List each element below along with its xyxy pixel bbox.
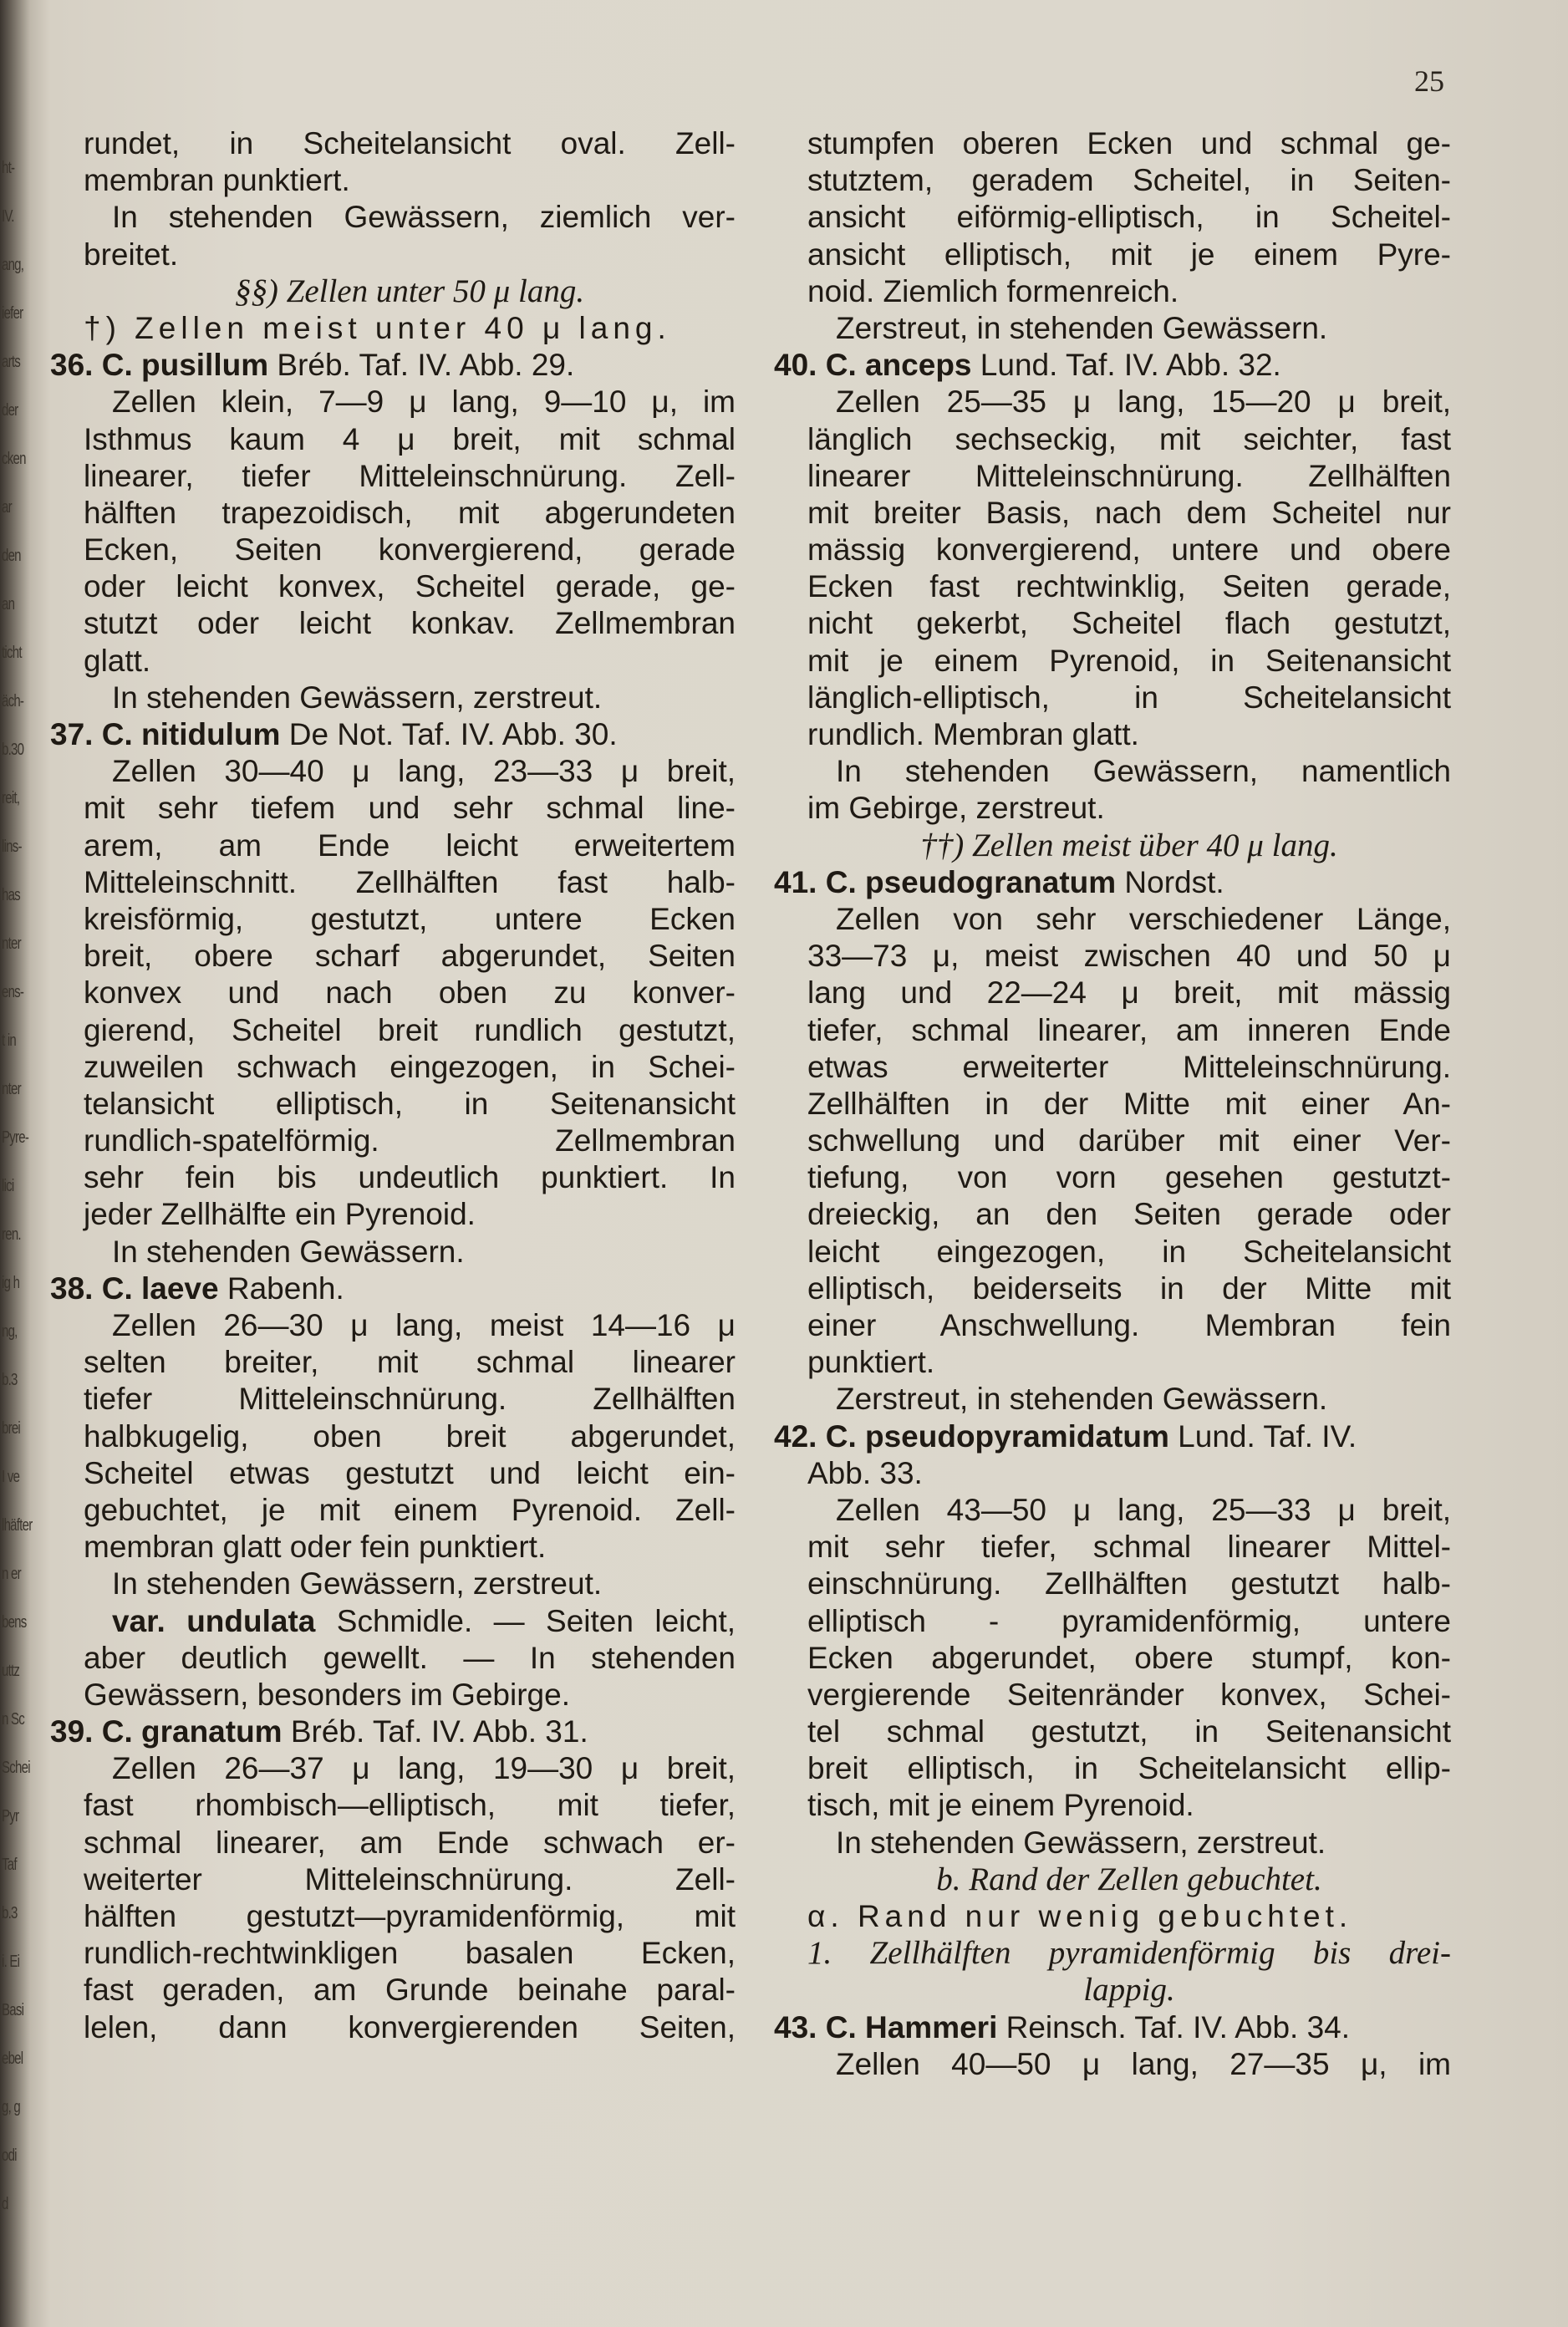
text-line: breit elliptisch, in Scheitelansicht ellip- [807, 1751, 1451, 1786]
text-line: stutztem, geradem Scheitel, in Seiten- [807, 163, 1451, 198]
right-column [774, 125, 1451, 2083]
margin-fragment: Schei [2, 1759, 30, 1777]
variety-line [84, 1603, 736, 1640]
margin-fragment: reit, [2, 789, 20, 807]
margin-fragment: n Sc [2, 1710, 25, 1729]
margin-fragment: d [2, 2195, 8, 2213]
text-line: dreieckig, an den Seiten gerade oder [807, 1197, 1451, 1232]
margin-fragment: bens [2, 1613, 27, 1632]
species-number: 42. [774, 1418, 817, 1454]
species-name: C. granatum [93, 1714, 283, 1749]
text-line: tel schmal gestutzt, in Seitenansicht [807, 1714, 1451, 1749]
text-line: jeder Zellhälfte ein Pyrenoid. [84, 1197, 476, 1232]
text-line: mit je einem Pyrenoid, in Seitenansicht [807, 643, 1451, 678]
section-heading: ††) Zellen meist über 40 μ lang. [920, 827, 1338, 863]
text-line: arem, am Ende leicht erweitertem [84, 827, 736, 863]
margin-fragment: n er [2, 1565, 21, 1583]
text-line: hälften gestutzt—pyramidenförmig, mit [84, 1899, 736, 1933]
text-line: 33—73 μ, meist zwischen 40 und 50 μ [807, 939, 1451, 974]
text-line: im Gebirge, zerstreut. [807, 791, 1105, 826]
species-heading [774, 347, 1451, 384]
section-heading: lappig. [1083, 1972, 1175, 2009]
text-line: elliptisch, beiderseits in der Mitte mit [807, 1270, 1451, 1306]
margin-fragment: Pyr [2, 1807, 19, 1825]
text-line: halbkugelig, oben breit abgerundet, [84, 1418, 736, 1454]
text-line: fast geraden, am Grunde beinahe paral- [84, 1973, 736, 2008]
species-name: C. anceps [817, 348, 972, 383]
margin-fragment: an [2, 595, 15, 614]
species-name: C. pseudopyramidatum [817, 1418, 1169, 1454]
margin-fragment: der [2, 401, 18, 420]
text-line: rundlich. Membran glatt. [807, 717, 1139, 751]
text-line: fast rhombisch—elliptisch, mit tiefer, [84, 1788, 736, 1823]
text-line: kreisförmig, gestutzt, untere Ecken [84, 901, 736, 936]
text-line: stutzt oder leicht konkav. Zellmembran [84, 606, 736, 641]
text-line: In stehenden Gewässern, namentlich [836, 754, 1451, 789]
species-citation: Bréb. Taf. IV. Abb. 31. [282, 1714, 588, 1749]
species-name: C. pusillum [93, 348, 269, 383]
margin-fragment: brei [2, 1419, 21, 1438]
text-line: länglich sechseckig, mit seichter, fast [807, 421, 1451, 456]
text-line: mit breiter Basis, nach dem Scheitel nur [807, 495, 1451, 530]
margin-fragment: ht- [2, 159, 15, 177]
text-line: Zellen 43—50 μ lang, 25—33 μ breit, [836, 1492, 1451, 1527]
text-line: membran punktiert. [84, 163, 350, 198]
margin-fragment: Taf [2, 1856, 17, 1874]
text-line: tiefer Mitteleinschnürung. Zellhälften [84, 1382, 736, 1417]
species-number: 40. [774, 348, 817, 383]
text-line: ansicht eiförmig-elliptisch, in Scheitel- [807, 200, 1451, 235]
text-line: mit sehr tiefer, schmal linearer Mittel- [807, 1530, 1451, 1565]
text-line: rundlich-rechtwinkligen basalen Ecken, [84, 1936, 736, 1971]
text-line: leicht eingezogen, in Scheitelansicht [807, 1234, 1451, 1269]
text-line: gierend, Scheitel breit rundlich gestutzt, [84, 1012, 736, 1047]
margin-fragment: Pyre- [2, 1128, 29, 1147]
species-heading [50, 716, 736, 753]
species-name: C. nitidulum [93, 717, 281, 751]
margin-fragment: ens- [2, 983, 24, 1001]
species-number: 38. [50, 1270, 94, 1306]
key-heading: α. Rand nur wenig gebuchtet. [807, 1899, 1353, 1933]
text-line: Scheitel etwas gestutzt und leicht ein- [84, 1455, 736, 1490]
text-line: stumpfen oberen Ecken und schmal ge- [807, 126, 1451, 160]
margin-fragment: ebel [2, 2049, 23, 2068]
margin-fragment: äch- [2, 692, 24, 710]
species-heading [50, 1270, 736, 1307]
margin-fragment: Basi [2, 2001, 24, 2019]
species-number: 43. [774, 2009, 817, 2044]
text-line: gebuchtet, je mit einem Pyrenoid. Zell- [84, 1492, 736, 1527]
species-name: C. pseudogranatum [817, 864, 1117, 899]
species-name: C. laeve [93, 1270, 219, 1306]
text-line: vergierende Seitenränder konvex, Schei- [807, 1677, 1451, 1712]
text-line: tiefung, von vorn gesehen gestutzt- [807, 1160, 1451, 1195]
species-heading [774, 2009, 1451, 2046]
text-line: Ecken, Seiten konvergierend, gerade [84, 532, 736, 568]
text-line: Zerstreut, in stehenden Gewässern. [836, 1382, 1328, 1417]
margin-fragment: IV. [2, 207, 14, 226]
text-line: Mitteleinschnitt. Zellhälften fast halb- [84, 864, 736, 899]
text-line: Zellhälften in der Mitte mit einer An- [807, 1086, 1451, 1121]
left-column [50, 125, 736, 2046]
text-line: Zellen klein, 7—9 μ lang, 9—10 μ, im [112, 384, 736, 420]
text-line: Isthmus kaum 4 μ breit, mit schmal [84, 421, 736, 456]
text-line: oder leicht konvex, Scheitel gerade, ge- [84, 569, 736, 604]
text-line: tisch, mit je einem Pyrenoid. [807, 1788, 1194, 1823]
text-line: sehr fein bis undeutlich punktiert. In [84, 1160, 736, 1195]
text-line: nicht gekerbt, Scheitel flach gestutzt, [807, 606, 1451, 641]
text-line: einschnürung. Zellhälften gestutzt halb- [807, 1566, 1451, 1601]
margin-fragment: ng, [2, 1322, 18, 1341]
margin-fragment: ang, [2, 256, 24, 274]
key-heading: †) Zellen meist unter 40 μ lang. [84, 310, 671, 345]
margin-fragment: t in [2, 1031, 17, 1050]
text-line: breit, obere scharf abgerundet, Seiten [84, 939, 736, 974]
species-number: 41. [774, 864, 817, 899]
text-line: selten breiter, mit schmal linearer [84, 1345, 736, 1380]
text-line: rundet, in Scheitelansicht oval. Zell- [84, 126, 736, 160]
text-line: In stehenden Gewässern, ziemlich ver- [112, 200, 736, 235]
margin-fragment: lici [2, 1177, 14, 1195]
text-line: weiterter Mitteleinschnürung. Zell- [84, 1861, 736, 1897]
text-line: breitet. [84, 237, 179, 272]
section-heading: b. Rand der Zellen gebuchtet. [936, 1861, 1322, 1897]
margin-fragment: odi [2, 2146, 17, 2165]
margin-fragment: g, g [2, 2098, 21, 2116]
page-number: 25 [1414, 64, 1444, 98]
text-line: mässig konvergierend, untere und obere [807, 532, 1451, 568]
text-line: einer Anschwellung. Membran fein [807, 1308, 1451, 1342]
margin-fragment: ig h [2, 1274, 20, 1292]
species-citation: Rabenh. [218, 1270, 344, 1306]
species-heading [50, 347, 736, 384]
text-line: In stehenden Gewässern, zerstreut. [836, 1825, 1326, 1860]
margin-fragment: I ve [2, 1468, 20, 1486]
species-citation: Bréb. Taf. IV. Abb. 29. [268, 348, 575, 383]
text-line: schmal linearer, am Ende schwach er- [84, 1825, 736, 1860]
text-line: Abb. 33. [807, 1455, 923, 1490]
text-line: mit sehr tiefem und sehr schmal line- [84, 791, 736, 826]
text-line: membran glatt oder fein punktiert. [84, 1530, 547, 1565]
text-line: Zellen 30—40 μ lang, 23—33 μ breit, [112, 754, 736, 789]
margin-fragment: ar [2, 498, 12, 517]
text-line: noid. Ziemlich formenreich. [807, 273, 1179, 308]
text-line: rundlich-spatelförmig. Zellmembran [84, 1123, 736, 1158]
text-line: schwellung und darüber mit einer Ver- [807, 1123, 1451, 1158]
margin-fragment: lins- [2, 838, 22, 856]
species-citation: De Not. Taf. IV. Abb. 30. [280, 717, 618, 751]
margin-fragment: b.30 [2, 741, 24, 759]
margin-fragment: nter [2, 934, 21, 953]
text-line: Zellen 26—37 μ lang, 19—30 μ breit, [112, 1751, 736, 1786]
text-line: In stehenden Gewässern, zerstreut. [112, 1566, 603, 1601]
text-line: tiefer, schmal linearer, am inneren Ende [807, 1012, 1451, 1047]
text-line: telansicht elliptisch, in Seitenansicht [84, 1086, 736, 1121]
margin-fragment: b.3 [2, 1904, 18, 1922]
variety-description: Schmidle. — Seiten leicht, [315, 1603, 736, 1638]
text-line: lelen, dann konvergierenden Seiten, [84, 2009, 736, 2044]
text-line: In stehenden Gewässern, zerstreut. [112, 680, 603, 715]
text-line: Ecken fast rechtwinklig, Seiten gerade, [807, 569, 1451, 604]
text-line: länglich-elliptisch, in Scheitelansicht [807, 680, 1451, 715]
species-heading [774, 1418, 1451, 1455]
text-line: elliptisch - pyramidenförmig, untere [807, 1603, 1451, 1638]
margin-fragment: uttz [2, 1662, 20, 1680]
text-line: Zellen 40—50 μ lang, 27—35 μ, im [836, 2046, 1451, 2081]
section-heading: 1. Zellhälften pyramidenförmig bis drei- [807, 1935, 1451, 1972]
species-citation: Lund. Taf. IV. [1168, 1418, 1357, 1454]
text-line: Ecken abgerundet, obere stumpf, kon- [807, 1640, 1451, 1675]
margin-fragment: ticht [2, 644, 22, 662]
margin-fragment: nter [2, 1080, 21, 1098]
species-name: C. Hammeri [817, 2009, 998, 2044]
species-heading [50, 1713, 736, 1750]
margin-fragment: b.3 [2, 1371, 18, 1389]
species-heading [774, 864, 1451, 901]
margin-fragment: lhäfter [2, 1516, 33, 1535]
species-citation: Nordst. [1116, 864, 1224, 899]
margin-fragment: den [2, 547, 21, 565]
margin-fragment: has [2, 886, 20, 904]
text-line: punktiert. [807, 1345, 935, 1380]
text-line: linearer, tiefer Mitteleinschnürung. Zell- [84, 458, 736, 493]
margin-fragment: cken [2, 450, 26, 468]
text-line: glatt. [84, 643, 151, 678]
species-citation: Lund. Taf. IV. Abb. 32. [971, 348, 1281, 383]
species-citation: Reinsch. Taf. IV. Abb. 34. [997, 2009, 1351, 2044]
text-line: Zerstreut, in stehenden Gewässern. [836, 310, 1328, 345]
text-line: lang und 22—24 μ breit, mit mässig [807, 975, 1451, 1011]
margin-fragment: ren. [2, 1225, 21, 1244]
text-line: Zellen von sehr verschiedener Länge, [836, 901, 1451, 936]
species-number: 36. [50, 348, 94, 383]
text-line: etwas erweiterter Mitteleinschnürung. [807, 1049, 1451, 1084]
text-line: In stehenden Gewässern. [112, 1234, 465, 1269]
species-number: 37. [50, 717, 94, 751]
text-line: Gewässern, besonders im Gebirge. [84, 1677, 570, 1712]
margin-fragment: arts [2, 353, 21, 371]
species-number: 39. [50, 1714, 94, 1749]
margin-fragment: i. Ei [2, 1953, 20, 1971]
text-line: hälften trapezoidisch, mit abgerundeten [84, 495, 736, 530]
margin-fragment: iefer [2, 304, 23, 323]
variety-name: var. undulata [112, 1603, 316, 1638]
text-line: ansicht elliptisch, mit je einem Pyre- [807, 237, 1451, 272]
section-heading: §§) Zellen unter 50 μ lang. [234, 272, 585, 309]
text-line: zuweilen schwach eingezogen, in Schei- [84, 1049, 736, 1084]
text-line: Zellen 26—30 μ lang, meist 14—16 μ [112, 1308, 736, 1342]
text-line: aber deutlich gewellt. — In stehenden [84, 1640, 736, 1675]
text-line: linearer Mitteleinschnürung. Zellhälften [807, 458, 1451, 493]
text-line: konvex und nach oben zu konver- [84, 975, 736, 1011]
text-line: Zellen 25—35 μ lang, 15—20 μ breit, [836, 384, 1451, 420]
